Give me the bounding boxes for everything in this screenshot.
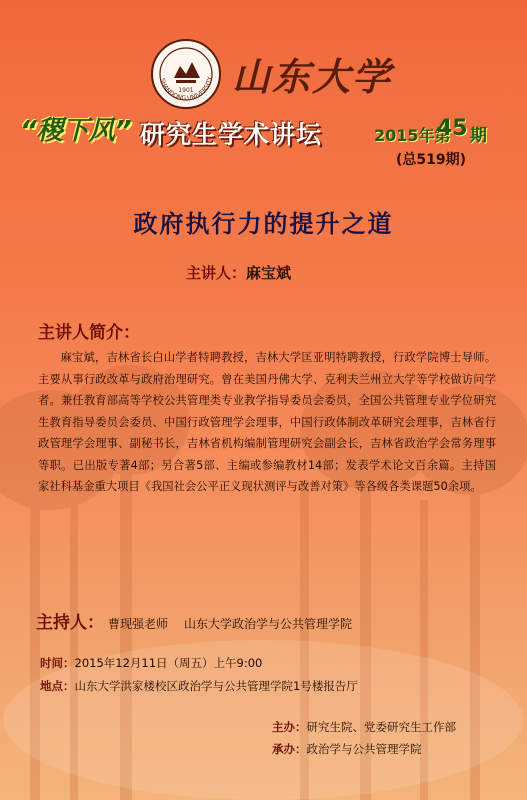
place-value: 山东大学洪家楼校区政治学与公共管理学院1号楼报告厅 bbox=[74, 679, 358, 693]
speaker-name: 麻宝斌 bbox=[246, 264, 292, 282]
time-value: 2015年12月11日（周五）上午9:00 bbox=[74, 656, 263, 670]
university-seal-logo bbox=[150, 38, 222, 110]
series-title: 研究生学术讲坛 bbox=[140, 120, 323, 149]
speaker-bio bbox=[38, 347, 496, 498]
host-row bbox=[36, 608, 352, 633]
time-row bbox=[40, 655, 262, 671]
seal-lettering bbox=[150, 38, 222, 110]
organizer-label: 主办： bbox=[272, 720, 307, 734]
university-name-calligraphy: 山东大学 bbox=[232, 54, 393, 99]
speaker-row bbox=[186, 262, 291, 283]
total-issue: (总519期) bbox=[396, 152, 467, 168]
issue-suffix: 期 bbox=[470, 126, 487, 146]
undertaker-label: 承办： bbox=[272, 742, 307, 756]
svg-text:SHANDONG UNIVERSITY: SHANDONG UNIVERSITY bbox=[158, 76, 214, 103]
bio-heading: 主讲人简介： bbox=[38, 323, 140, 343]
host-org: 山东大学政治学与公共管理学院 bbox=[184, 617, 353, 631]
host-name: 曹现强老师 bbox=[108, 617, 169, 631]
undertaker-value: 政治学与公共管理学院 bbox=[306, 742, 422, 756]
organizer-row bbox=[272, 719, 456, 735]
lecture-title: 政府执行力的提升之道 bbox=[133, 210, 394, 238]
bio-text: 麻宝斌，吉林省长白山学者特聘教授，吉林大学匡亚明特聘教授，行政学院博士导师。主要从事行政改革与政府治理研究。曾在美国丹佛大学、克利夫兰州立大学等学校做访问学者。兼任教育部高等学校公共管理类专业教学指导委员会委员，全国公共管理专业学位研究生教育指导委员会委员、中国行政管理学会理事，中国行政体制改革研究会理事，吉林省行政管理学会理事、副秘书长，吉林省机构编制管理研究会副会长，吉林省政治学会常务理事等职。已出版专著4部；另合著5部、主编或参编教材14部；发表学术论文百余篇。主持国家社科基金重大项目《我国社会公平正义现状测评与改善对策》等各级各类课题50余项。 bbox=[38, 351, 496, 493]
organizer-value: 研究生院、党委研究生工作部 bbox=[306, 720, 456, 734]
time-label: 时间： bbox=[40, 656, 75, 670]
svg-text:1901: 1901 bbox=[178, 87, 194, 94]
undertaker-row bbox=[272, 741, 422, 757]
speaker-label: 主讲人： bbox=[186, 264, 247, 282]
issue-year: 2015年第 bbox=[374, 126, 451, 145]
place-row bbox=[40, 678, 358, 694]
place-label: 地点： bbox=[40, 679, 75, 693]
series-tag: “稷下风” bbox=[20, 116, 132, 146]
issue-number: 45 bbox=[437, 116, 468, 141]
host-label: 主持人： bbox=[36, 613, 104, 633]
